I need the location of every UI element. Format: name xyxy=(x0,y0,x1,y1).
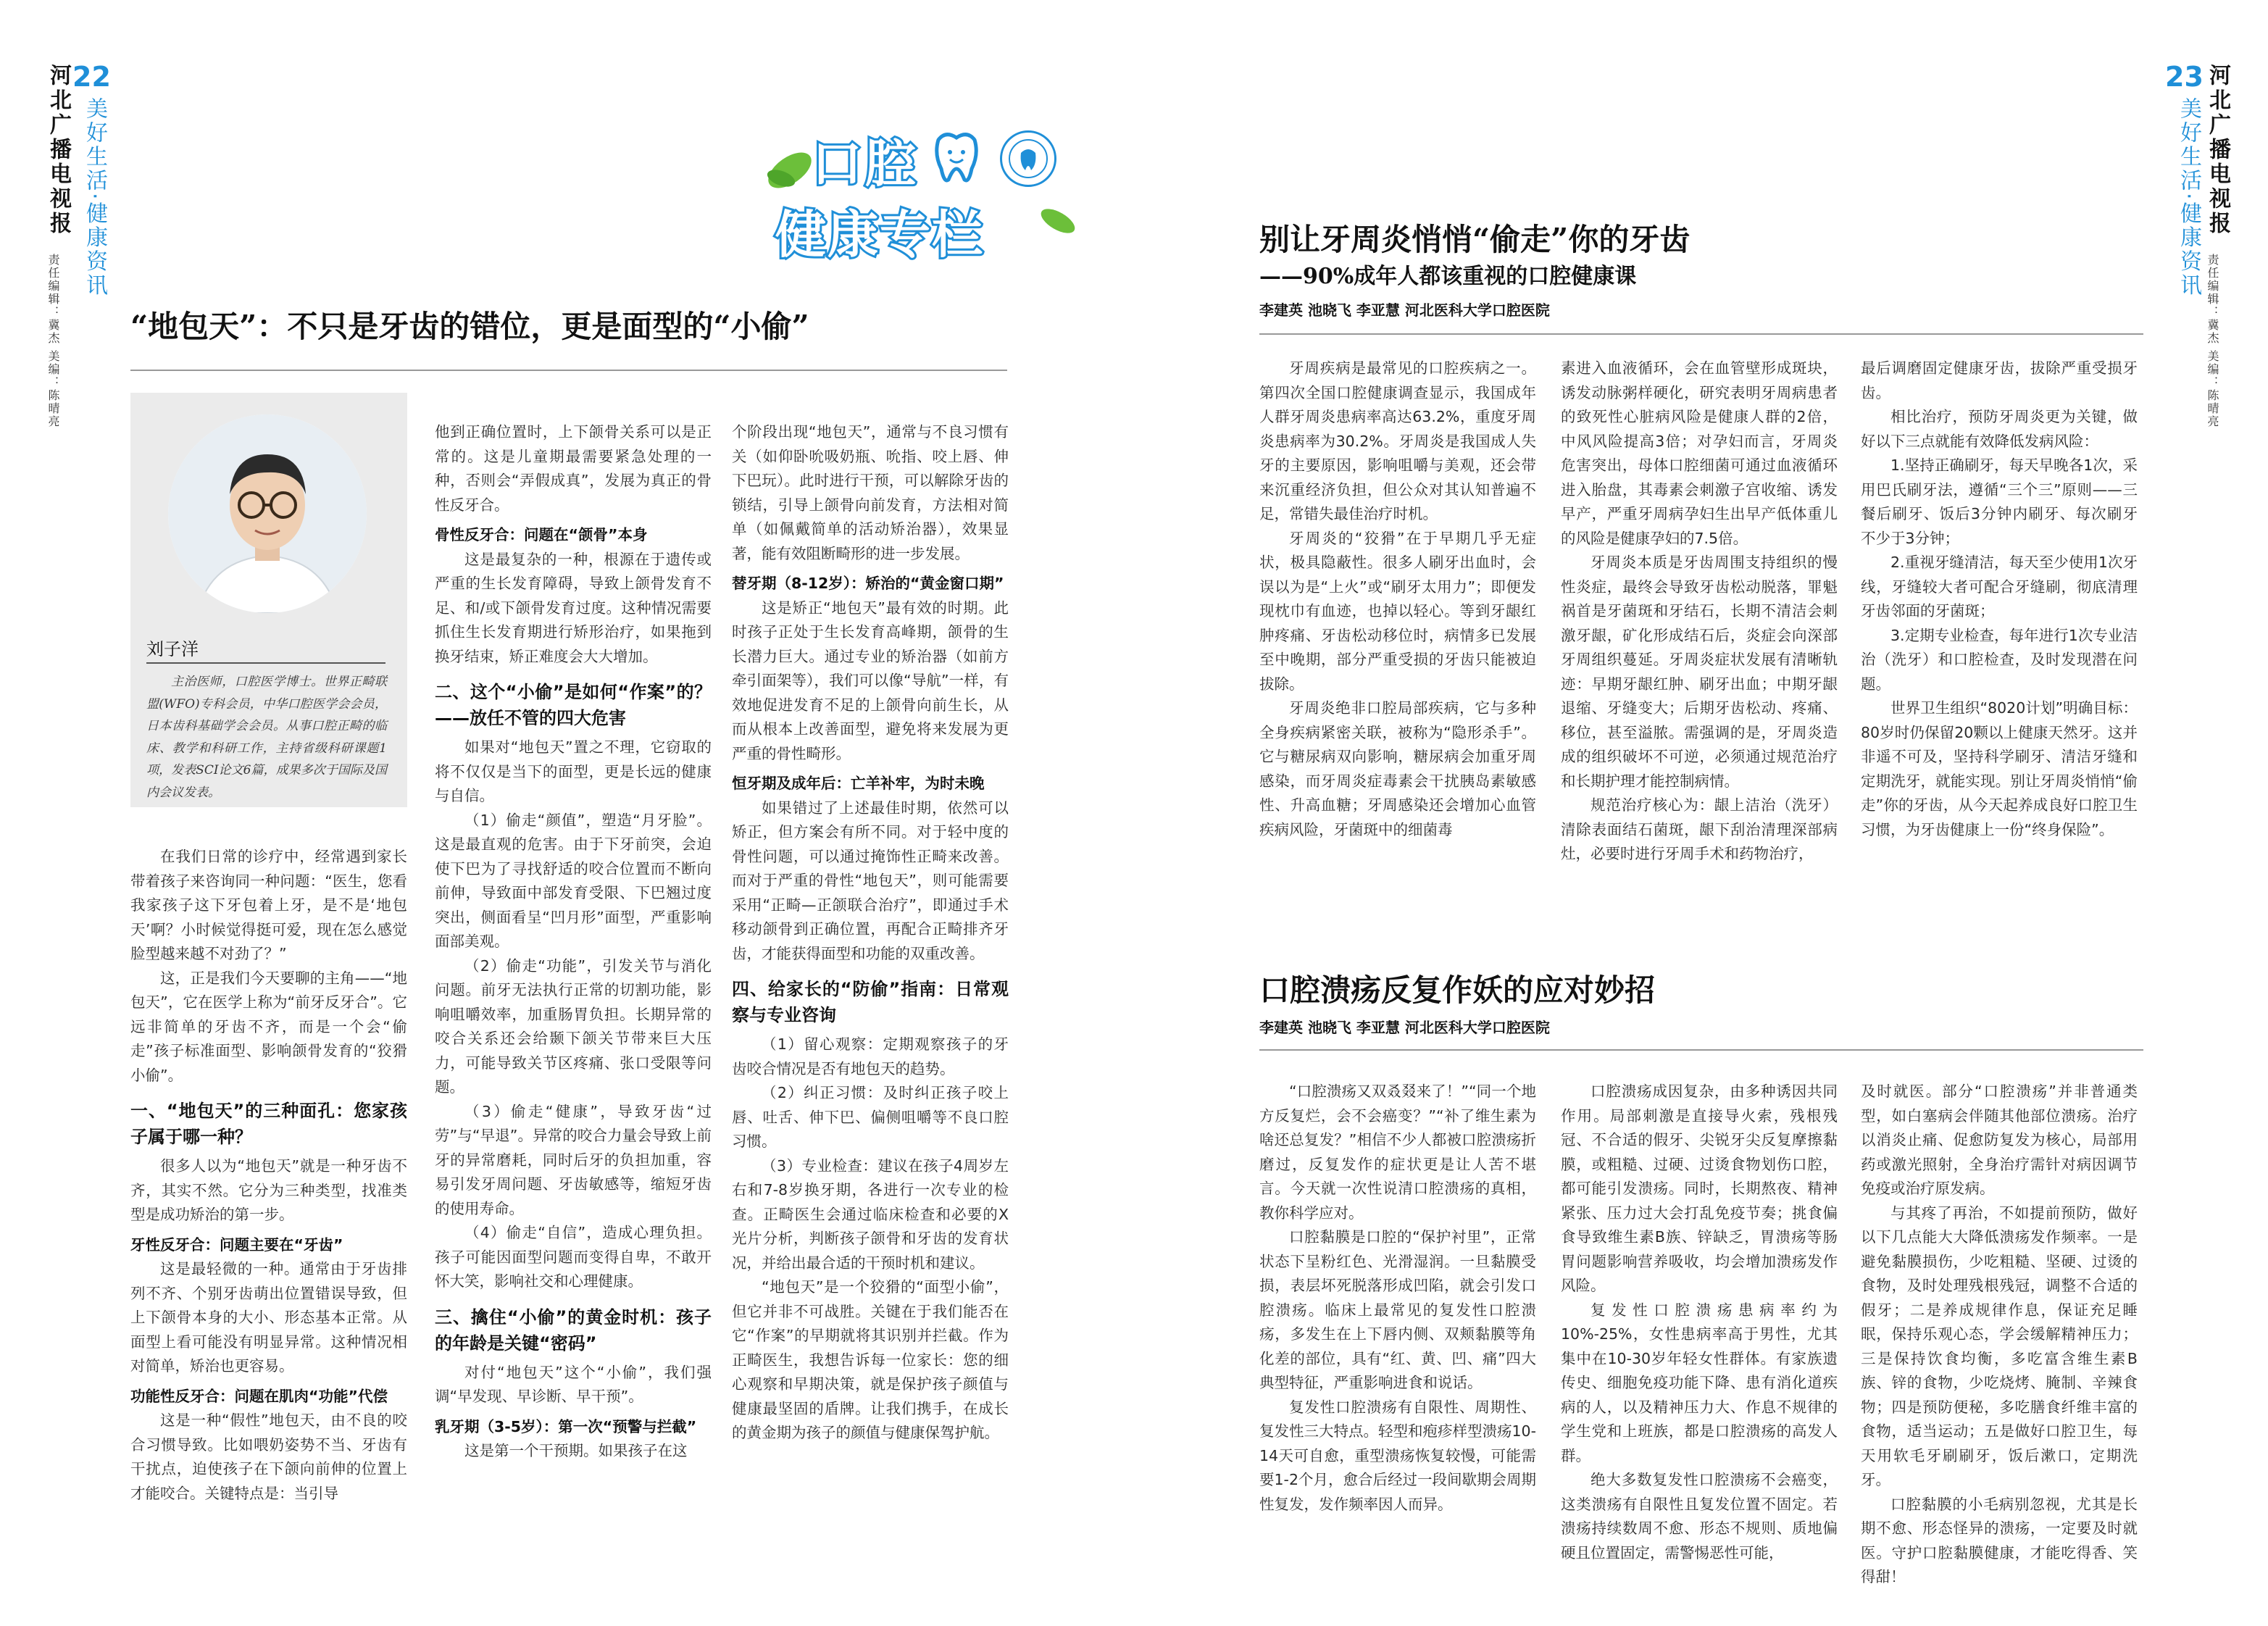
section-heading: 四、给家长的“防偷”指南：日常观察与专业咨询 xyxy=(732,979,1009,1025)
section-label-left: 美好生活·健康资讯 xyxy=(82,97,107,298)
paragraph: “口腔溃疡又双叒叕来了！”“同一个地方反复烂，会不会癌变？”“补了维生素为啥还总复发？”相信不少人都被口腔溃疡折磨过，反复发作的症状更是让人苦不堪言。今天就一次性说清口腔溃疡的真相，教你科学应对。 xyxy=(1259,1083,1536,1222)
article3-title: 口腔溃疡反复作妖的应对妙招 xyxy=(1259,972,1656,1008)
paragraph: 牙周炎本质是牙齿周围支持组织的慢性炎症，最终会导致牙齿松动脱落，罪魁祸首是牙菌斑和牙结石，长期不清洁会刺激牙龈，矿化形成结石后，炎症会向深部牙周组织蔓延。牙周炎症状发展有清晰轨迹：早期牙龈红肿、刷牙出血；中期牙龈退缩、牙缝变大；后期牙齿松动、疼痛、移位，甚至溢脓。需强调的是，牙周炎造成的组织破坏不可逆，必须通过规范治疗和长期护理才能控制病情。 xyxy=(1561,554,1838,790)
article1-title: “地包天”：不只是牙齿的错位，更是面型的“小偷” xyxy=(130,309,809,344)
paragraph: 3.定期专业检查，每年进行1次专业洁治（洗牙）和口腔检查，及时发现潜在问题。 xyxy=(1861,626,2138,693)
paragraph: 这是最轻微的一种。通常由于牙齿排列不齐、个别牙齿萌出位置错误导致，但上下颌骨本身的大小、形态基本正常。从面型上看可能没有明显异常。这种情况相对简单，矫治也更容易。 xyxy=(130,1260,407,1375)
article3-column-2 xyxy=(1561,1080,1838,1565)
paragraph: 很多人以为“地包天”就是一种牙齿不齐，其实不然。它分为三种类型，找准类型是成功矫治的第一步。 xyxy=(130,1157,407,1223)
paragraph: 口腔黏膜的小毛病别忽视，尤其是长期不愈、形态怪异的溃疡，一定要及时就医。守护口腔黏膜健康，才能吃得香、笑得甜！ xyxy=(1861,1495,2138,1585)
paragraph: 牙周炎的“狡猾”在于早期几乎无症状，极具隐蔽性。很多人刷牙出血时，会误以为是“上火”或“刷牙太用力”；即便发现枕巾有血迹，也掉以轻心。等到牙龈红肿疼痛、牙齿松动移位时，病情多已发展至中晚期，部分严重受损的牙齿只能被迫拔除。 xyxy=(1259,529,1536,693)
paragraph: 他到正确位置时，上下颌骨关系可以是正常的。这是儿童期最需要紧急处理的一种，否则会“弄假成真”，发展为真正的骨性反牙合。 xyxy=(435,423,712,514)
paragraph: 这是最复杂的一种，根源在于遗传或严重的生长发育障碍，导致上颌骨发育不足、和/或下颌骨发育过度。这种情况需要抓住生长发育期进行矫形治疗，如果拖到换牙结束，矫正难度会大大增加。 xyxy=(435,550,712,665)
paragraph: （1）留心观察：定期观察孩子的牙齿咬合情况是否有地包天的趋势。 xyxy=(732,1035,1009,1077)
article1-column-3 xyxy=(732,420,1009,1446)
article1-title-rule xyxy=(130,370,1007,371)
column-logo xyxy=(761,116,1080,283)
article2-rule xyxy=(1259,333,2143,335)
article1-column-1 xyxy=(130,845,407,1506)
author-box xyxy=(130,393,407,807)
paragraph: 对付“地包天”这个“小偷”，我们强调“早发现、早诊断、早干预”。 xyxy=(435,1363,712,1405)
section-label-right: 美好生活·健康资讯 xyxy=(2176,97,2201,298)
paper-name-left: 河北广播电视报 xyxy=(46,64,71,236)
editors-right: 责任编辑：冀杰 美编：陈晴亮 xyxy=(2206,254,2219,429)
article1-column-2 xyxy=(435,420,712,1464)
paragraph: （2）偷走“功能”，引发关节与消化问题。前牙无法执行正常的切割功能，影响咀嚼效率，加重肠胃负担。长期异常的咬合关系还会给颞下颌关节带来巨大压力，可能导致关节区疼痛、张口受限等问题。 xyxy=(435,956,712,1096)
article2-column-2 xyxy=(1561,357,1838,867)
sub-heading: 恒牙期及成年后：亡羊补牢，为时未晚 xyxy=(732,775,985,792)
tooth-icon xyxy=(931,129,982,187)
paragraph: （2）纠正习惯：及时纠正孩子咬上唇、吐舌、伸下巴、偏侧咀嚼等不良口腔习惯。 xyxy=(732,1084,1009,1150)
paragraph: 牙周疾病是最常见的口腔疾病之一。第四次全国口腔健康调查显示，我国成年人群牙周炎患病率高达63.2%，重度牙周炎患病率为30.2%。牙周炎是我国成人失牙的主要原因，影响咀嚼与美观，还会带来沉重经济负担，但公众对其认知普遍不足，常错失最佳治疗时机。 xyxy=(1259,359,1536,522)
paragraph: 这是第一个干预期。如果孩子在这 xyxy=(464,1442,688,1459)
sub-heading: 骨性反牙合：问题在“颌骨”本身 xyxy=(435,526,648,543)
paragraph: （1）偷走“颜值”，塑造“月牙脸”。这是最直观的危害。由于下牙前突，会迫使下巴为了寻找舒适的咬合位置而不断向前伸，导致面中部发育受限、下巴翘过度突出，侧面看呈“凹月形”面型，严重影响面部美观。 xyxy=(435,811,712,950)
paragraph: 2.重视牙缝清洁，每天至少使用1次牙线，牙缝较大者可配合牙缝刷，彻底清理牙齿邻面的牙菌斑； xyxy=(1861,554,2138,620)
leaf-icon xyxy=(761,145,819,196)
page-number-left: 22 xyxy=(72,61,111,93)
paragraph: 牙周炎绝非口腔局部疾病，它与多种全身疾病紧密关联，被称为“隐形杀手”。它与糖尿病双向影响，糖尿病会加重牙周感染，而牙周炎症毒素会干扰胰岛素敏感性、升高血糖；牙周感染还会增加心血管疾病风险，牙菌斑中的细菌毒 xyxy=(1259,699,1536,838)
paragraph: 复发性口腔溃疡有自限性、周期性、复发性三大特点。轻型和疱疹样型溃疡10-14天可自愈，重型溃疡恢复较慢，可能需要1-2个月，愈合后经过一段间歇期会周期性复发，发作频率因人而异。 xyxy=(1259,1398,1536,1513)
author-divider xyxy=(146,662,385,664)
section-heading: 三、擒住“小偷”的黄金时机：孩子的年龄是关键“密码” xyxy=(435,1306,712,1354)
sub-heading: 替牙期（8-12岁）：矫治的“黄金窗口期” xyxy=(732,575,1004,592)
paragraph: 世界卫生组织“8020计划”明确目标：80岁时仍保留20颗以上健康天然牙。这并非遥不可及，坚持科学刷牙、清洁牙缝和定期洗牙，就能实现。别让牙周炎悄悄“偷走”你的牙齿，从今天起养成良好口腔卫生习惯，为牙齿健康上一份“终身保险”。 xyxy=(1861,699,2138,838)
paragraph: 这是一种“假性”地包天，由不良的咬合习惯导致。比如喂奶姿势不当、牙齿有干扰点，迫使孩子在下颌向前伸的位置上才能咬合。关键特点是：当引导 xyxy=(130,1412,407,1502)
paragraph: 如果对“地包天”置之不理，它窃取的将不仅仅是当下的面型，更是长远的健康与自信。 xyxy=(435,738,712,804)
paragraph: 这，正是我们今天要聊的主角——“地包天”，它在医学上称为“前牙反牙合”。它远非简单的牙齿不齐，而是一个会“偷走”孩子标准面型、影响颌骨发育的“狡猾小偷”。 xyxy=(130,969,407,1084)
paragraph: “地包天”是一个狡猾的“面型小偷”，但它并非不可战胜。关键在于我们能否在它“作案”的早期就将其识别并拦截。作为正畸医生，我想告诉每一位家长：您的细心观察和早期决策，就是保护孩子颜值与健康最坚固的盾牌。让我们携手，在成长的黄金期为孩子的颜值与健康保驾护航。 xyxy=(732,1278,1009,1441)
paragraph: 如果错过了上述最佳时期，依然可以矫正，但方案会有所不同。对于轻中度的骨性问题，可以通过掩饰性正畸来改善。而对于严重的骨性“地包天”，则可能需要采用“正畸—正颌联合治疗”，即通过手术移动颌骨到正确位置，再配合正畸排齐牙齿，才能获得面型和功能的双重改善。 xyxy=(732,799,1009,962)
author-photo xyxy=(168,414,367,613)
sub-heading: 牙性反牙合：问题主要在“牙齿” xyxy=(130,1235,343,1254)
article2-byline: 李建英 池晓飞 李亚慧 河北医科大学口腔医院 xyxy=(1259,301,1550,319)
article2-column-3 xyxy=(1861,357,2138,842)
paragraph: 最后调磨固定健康牙齿，拔除严重受损牙齿。 xyxy=(1861,359,2138,401)
sub-heading: 乳牙期（3-5岁）：第一次“预警与拦截” xyxy=(435,1417,697,1435)
sub-heading: 功能性反牙合：问题在肌肉“功能”代偿 xyxy=(130,1387,388,1405)
article2-subtitle: ——90%成年人都该重视的口腔健康课 xyxy=(1259,264,1637,289)
paragraph: （3）偷走“健康”，导致牙齿“过劳”与“早退”。异常的咬合力量会导致上前牙的异常磨耗，同时后牙的负担加重，容易引发牙周问题、牙齿敏感等，缩短牙齿的使用寿命。 xyxy=(435,1102,712,1217)
paper-name-right: 河北广播电视报 xyxy=(2205,64,2230,236)
author-bio: 主治医师，口腔医学博士。世界正畸联盟(WFO)专科会员，中华口腔医学会会员，日本齿科基础学会会员。从事口腔正畸的临床、教学和科研工作，主持省级科研课题1项，发表SCI论文6篇，成果多次于国际及国内会议发表。 xyxy=(146,675,387,800)
article3-column-3 xyxy=(1861,1080,2138,1590)
paragraph: 相比治疗，预防牙周炎更为关键，做好以下三点就能有效降低发病风险： xyxy=(1861,408,2138,450)
article2-title: 别让牙周炎悄悄“偷走”你的牙齿 xyxy=(1259,222,1690,257)
paragraph: 复发性口腔溃疡患病率约为10%-25%，女性患病率高于男性，尤其集中在10-30岁年轻女性群体。有家族遗传史、细胞免疫功能下降、患有消化道疾病的人，以及精神压力大、作息不规律的学生党和上班族，都是口腔溃疡的高发人群。 xyxy=(1561,1301,1838,1464)
leaf-icon xyxy=(1036,203,1080,239)
article2-column-1 xyxy=(1259,357,1536,842)
paragraph: 这是矫正“地包天”最有效的时期。此时孩子正处于生长发育高峰期，颌骨的生长潜力巨大。通过专业的矫治器（如前方牵引面架等），我们可以像“导航”一样，有效地促进发育不足的上颌骨向前生长，从而从根本上改善面型，避免将来发展为更严重的骨性畸形。 xyxy=(732,599,1009,762)
section-heading: 二、这个“小偷”是如何“作案”的？——放任不管的四大危害 xyxy=(435,682,712,728)
paragraph: 规范治疗核心为：龈上洁治（洗牙）清除表面结石菌斑，龈下刮治清理深部病灶，必要时进行牙周手术和药物治疗， xyxy=(1561,796,1838,862)
paragraph: 及时就医。部分“口腔溃疡”并非普通类型，如白塞病会伴随其他部位溃疡。治疗以消炎止痛、促愈防复发为核心，局部用药或激光照射，全身治疗需针对病因调节免疫或治疗原发病。 xyxy=(1861,1083,2138,1197)
article3-rule xyxy=(1259,1049,2143,1051)
paragraph: 绝大多数复发性口腔溃疡不会癌变，这类溃疡有自限性且复发位置不固定。若溃疡持续数周不愈、形态不规则、质地偏硬且位置固定，需警惕恶性可能， xyxy=(1561,1471,1838,1562)
paragraph: （4）偷走“自信”，造成心理负担。孩子可能因面型问题而变得自卑，不敢开怀大笑，影响社交和心理健康。 xyxy=(435,1224,712,1290)
article3-column-1 xyxy=(1259,1080,1536,1517)
column-logo-line2: 健康专栏 xyxy=(775,205,984,264)
column-logo-line1: 口腔 xyxy=(812,134,919,193)
paragraph: 在我们日常的诊疗中，经常遇到家长带着孩子来咨询同一种问题：“医生，您看我家孩子这下牙包着上牙，是不是‘地包天’啊？小时候觉得挺可爱，现在怎么感觉脸型越来越不对劲了？” xyxy=(130,848,407,962)
article3-byline: 李建英 池晓飞 李亚慧 河北医科大学口腔医院 xyxy=(1259,1019,1550,1036)
paragraph: 1.坚持正确刷牙，每天早晚各1次，采用巴氏刷牙法，遵循“三个三”原则——三餐后刷牙、饭后3分钟内刷牙、每次刷牙不少于3分钟； xyxy=(1861,456,2138,547)
author-name: 刘子洋 xyxy=(146,639,199,659)
page-number-right: 23 xyxy=(2165,61,2204,93)
section-heading: 一、“地包天”的三种面孔：您家孩子属于哪一种？ xyxy=(130,1101,407,1147)
editors-left: 责任编辑：冀杰 美编：陈晴亮 xyxy=(46,254,60,429)
hospital-seal xyxy=(1000,130,1056,187)
paragraph: 素进入血液循环，会在血管壁形成斑块，诱发动脉粥样硬化，研究表明牙周病患者的致死性心脏病风险是健康人群的2倍，中风风险提高3倍；对孕妇而言，牙周炎危害突出，母体口腔细菌可通过血液循环进入胎盘，其毒素会刺激子宫收缩、诱发早产，严重牙周病孕妇生出早产低体重儿的风险是健康孕妇的7.5倍。 xyxy=(1561,359,1838,547)
paragraph: 口腔溃疡成因复杂，由多种诱因共同作用。局部刺激是直接导火索，残根残冠、不合适的假牙、尖锐牙尖反复摩擦黏膜，或粗糙、过硬、过烫食物划伤口腔，都可能引发溃疡。同时，长期熬夜、精神紧张、压力过大会打乱免疫节奏；挑食偏食导致维生素B族、锌缺乏，胃溃疡等肠胃问题影响营养吸收，均会增加溃疡发作风险。 xyxy=(1561,1083,1838,1294)
paragraph: 与其疼了再治，不如提前预防，做好以下几点能大大降低溃疡发作频率。一是避免黏膜损伤，少吃粗糙、坚硬、过烫的食物，及时处理残根残冠，调整不合适的假牙；二是养成规律作息，保证充足睡眠，保持乐观心态，学会缓解精神压力；三是保持饮食均衡，多吃富含维生素B族、锌的食物，少吃烧烤、腌制、辛辣食物；四是预防便秘，多吃膳食纤维丰富的食物，适当运动；五是做好口腔卫生，每天用软毛牙刷刷牙，饭后漱口，定期洗牙。 xyxy=(1861,1204,2138,1488)
paragraph: 个阶段出现“地包天”，通常与不良习惯有关（如仰卧吮吸奶瓶、吮指、咬上唇、伸下巴玩）。此时进行干预，可以解除牙齿的锁结，引导上颌骨向前发育，方法相对简单（如佩戴简单的活动矫治器），效果显著，能有效阻断畸形的进一步发展。 xyxy=(732,423,1009,562)
paragraph: 口腔黏膜是口腔的“保护衬里”，正常状态下呈粉红色、光滑湿润。一旦黏膜受损，表层坏死脱落形成凹陷，就会引发口腔溃疡。临床上最常见的复发性口腔溃疡，多发生在上下唇内侧、双颊黏膜等角化差的部位，具有“红、黄、凹、痛”四大典型特征，严重影响进食和说话。 xyxy=(1259,1228,1536,1391)
paragraph: （3）专业检查：建议在孩子4周岁左右和7-8岁换牙期，各进行一次专业的检查。正畸医生会通过临床检查和必要的X光片分析，判断孩子颌骨和牙齿的发育状况，并给出最合适的干预时机和建议。 xyxy=(732,1156,1009,1272)
